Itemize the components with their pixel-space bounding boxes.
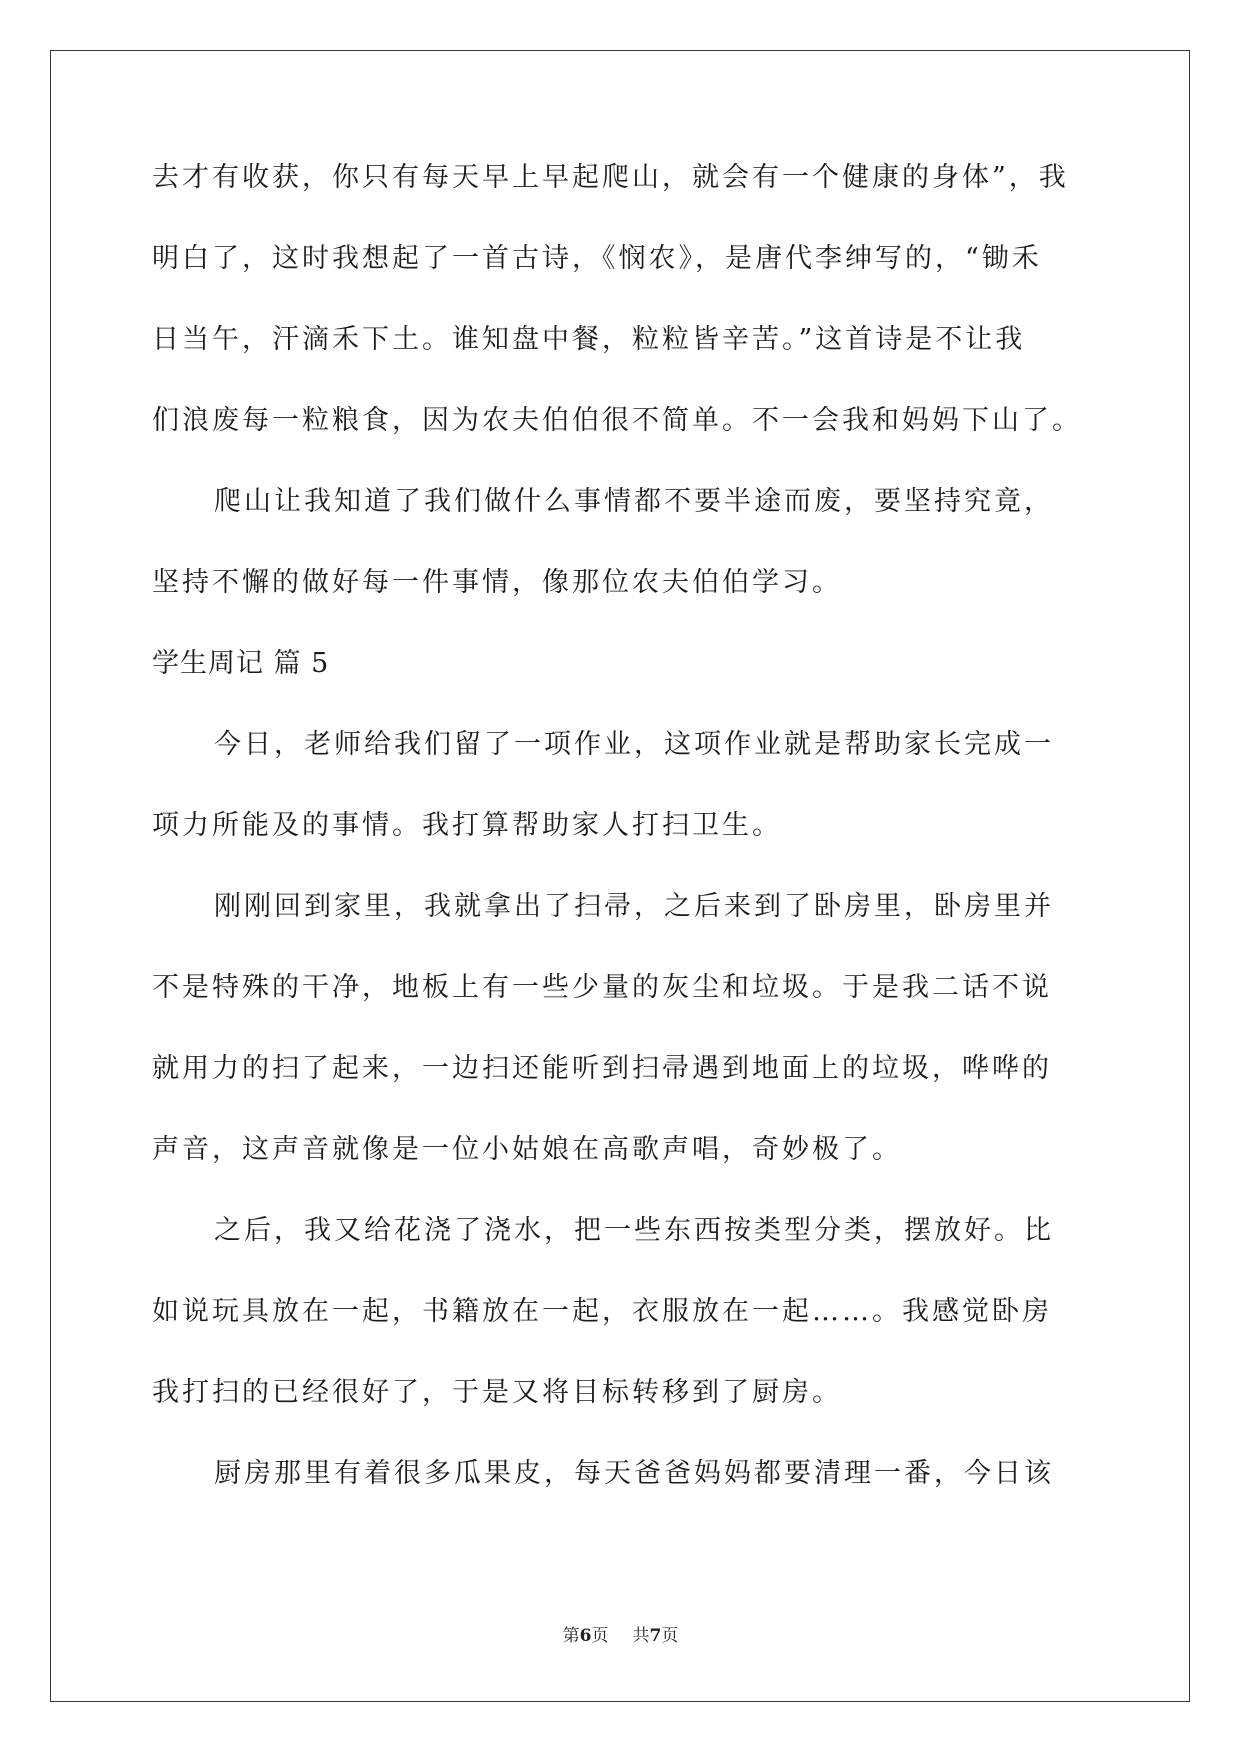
text-line: 今日，老师给我们留了一项作业，这项作业就是帮助家长完成一: [214, 729, 1054, 760]
current-page-number: 6: [579, 1626, 592, 1646]
page-prefix: 第: [562, 1626, 580, 1646]
section-heading: 学生周记 篇 5: [152, 648, 330, 679]
text-line: 爬山让我知道了我们做什么事情都不要半途而废，要坚持究竟，: [214, 486, 1054, 517]
text-line: 去才有收获，你只有每天早上早起爬山，就会有一个健康的身体”，我: [152, 162, 1069, 193]
text-line: 厨房那里有着很多瓜果皮，每天爸爸妈妈都要清理一番，今日该: [214, 1458, 1054, 1489]
text-line: 日当午，汗滴禾下土。谁知盘中餐，粒粒皆辛苦。”这首诗是不让我: [152, 324, 1026, 355]
text-line: 之后，我又给花浇了浇水，把一些东西按类型分类，摆放好。比: [214, 1215, 1054, 1246]
page-footer: [0, 1626, 1241, 1646]
text-line: 坚持不懈的做好每一件事情，像那位农夫伯伯学习。: [152, 567, 842, 598]
text-line: 声音，这声音就像是一位小姑娘在高歌声唱，奇妙极了。: [152, 1134, 902, 1165]
document-body: [152, 163, 1097, 1540]
text-line: 如说玩具放在一起，书籍放在一起，衣服放在一起……。我感觉卧房: [152, 1296, 1052, 1327]
total-suffix: 页: [661, 1626, 679, 1646]
text-line: 不是特殊的干净，地板上有一些少量的灰尘和垃圾。于是我二话不说: [152, 972, 1052, 1003]
text-line: 就用力的扫了起来，一边扫还能听到扫帚遇到地面上的垃圾，哗哗的: [152, 1053, 1052, 1084]
text-line: 明白了，这时我想起了一首古诗，《悯农》，是唐代李绅写的，“锄禾: [152, 243, 1042, 274]
text-line: 们浪废每一粒粮食，因为农夫伯伯很不简单。不一会我和妈妈下山了。: [152, 405, 1082, 436]
text-line: 项力所能及的事情。我打算帮助家人打扫卫生。: [152, 810, 782, 841]
total-page-number: 7: [649, 1626, 662, 1646]
total-prefix: 共: [632, 1626, 650, 1646]
text-line: 我打扫的已经很好了，于是又将目标转移到了厨房。: [152, 1377, 842, 1408]
page-suffix: 页: [591, 1626, 609, 1646]
text-line: 刚刚回到家里，我就拿出了扫帚，之后来到了卧房里，卧房里并: [214, 891, 1054, 922]
